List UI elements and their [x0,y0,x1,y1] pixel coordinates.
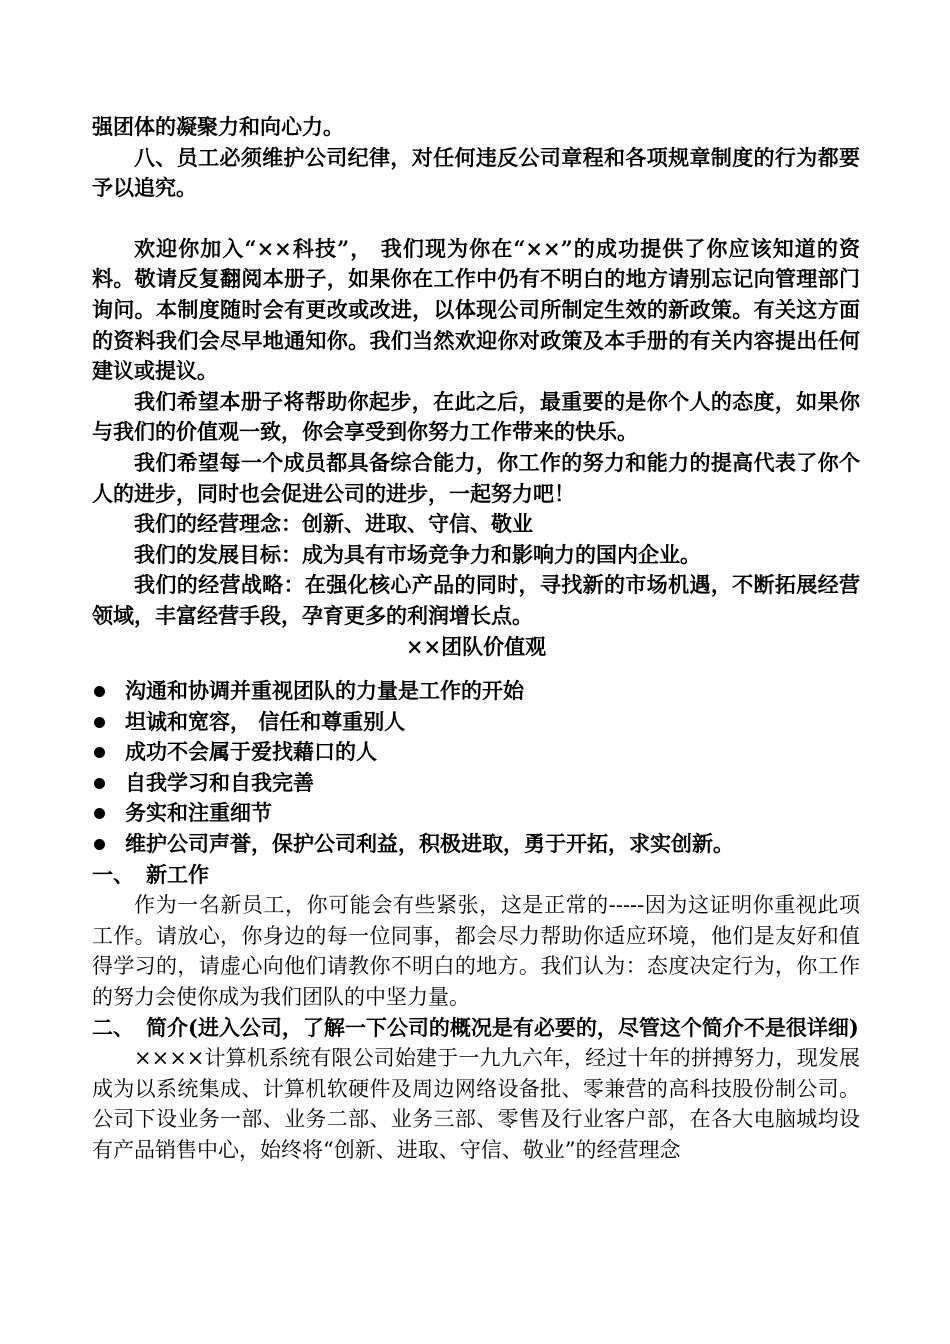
value-text: 维护公司声誉，保护公司利益，积极进取，勇于开拓，求实创新。 [125,831,734,857]
values-title: ××团队价值观 [405,633,547,659]
values-list [92,676,860,860]
bullet-icon [94,839,105,850]
list-item [92,798,860,829]
paragraph-new-job: 作为一名新员工，你可能会有些紧张，这是正常的-----因为这证明你重视此项工作。请放心，你身边的每一位同事，都会尽力帮助你适应环境，他们是友好和值得学习的，请虚心向他们请教你不明白的地方。我们认为：态度决定行为，你工作的努力会使你成为我们团队的中坚力量。 [92,893,860,1010]
paragraph-welcome: 欢迎你加入“××科技”， 我们现为你在“××”的成功提供了你应该知道的资料。敬请反复翻阅本册子，如果你在工作中仍有不明白的地方请别忘记向管理部门询问。本制度随时会有更改或改进，以体现公司所制定生效的新政策。有关这方面的资料我们会尽早地通知你。我们当然欢迎你对政策及本手册的有关内容提出任何建议或提议。 [92,235,860,384]
paragraph-cohesion: 强团体的凝聚力和向心力。 [92,114,344,139]
section-heading-new-job [92,860,860,891]
section-title: 简介(进入公司，了解一下公司的概况是有必要的，尽管这个简介不是很详细) [146,1014,859,1040]
value-text: 务实和注重细节 [125,800,272,826]
paragraph-goal: 我们的发展目标：成为具有市场竞争力和影响力的国内企业。 [134,541,701,567]
list-item [92,676,860,707]
paragraph-discipline: 八、员工必须维护公司纪律，对任何违反公司章程和各项规章制度的行为都要予以追究。 [92,144,860,201]
section-heading-intro [92,1013,860,1044]
list-item [92,737,860,768]
blank-line [92,204,860,234]
bullet-icon [94,778,105,789]
list-item [92,768,860,799]
bullet-icon [94,808,105,819]
list-item [92,707,860,738]
value-text: 自我学习和自我完善 [125,769,314,795]
document-page [92,112,860,1166]
paragraph-hope-ability: 我们希望每一个成员都具备综合能力，你工作的努力和能力的提高代表了你个人的进步，同时也会促进公司的进步，一起努力吧！ [92,449,860,506]
list-item [92,829,860,860]
section-number: 一、 [92,861,134,887]
section-title: 新工作 [146,861,209,887]
paragraph-hope-start: 我们希望本册子将帮助你起步，在此之后，最重要的是你个人的态度，如果你与我们的价值观一致，你会享受到你努力工作带来的快乐。 [92,388,860,445]
paragraph-company-intro: ××××计算机系统有限公司始建于一九九六年，经过十年的拼搏努力，现发展成为以系统集成、计算机软硬件及周边网络设备批、零兼营的高科技股份制公司。公司下设业务一部、业务二部、业务三部、零售及行业客户部，在各大电脑城均设有产品销售中心，始终将“创新、进取、守信、敬业”的经营理念 [92,1046,860,1162]
value-text: 沟通和协调并重视团队的力量是工作的开始 [125,678,524,704]
value-text: 成功不会属于爱找藉口的人 [125,739,377,765]
paragraph-concept: 我们的经营理念：创新、进取、守信、敬业 [134,511,533,537]
value-text: 坦诚和宽容， 信任和尊重别人 [125,708,406,734]
bullet-icon [94,747,105,758]
bullet-icon [94,686,105,697]
paragraph-strategy: 我们的经营战略：在强化核心产品的同时，寻找新的市场机遇，不断拓展经营领域，丰富经营手段，孕育更多的利润增长点。 [92,572,860,628]
bullet-icon [94,717,105,728]
section-number: 二、 [92,1014,134,1040]
